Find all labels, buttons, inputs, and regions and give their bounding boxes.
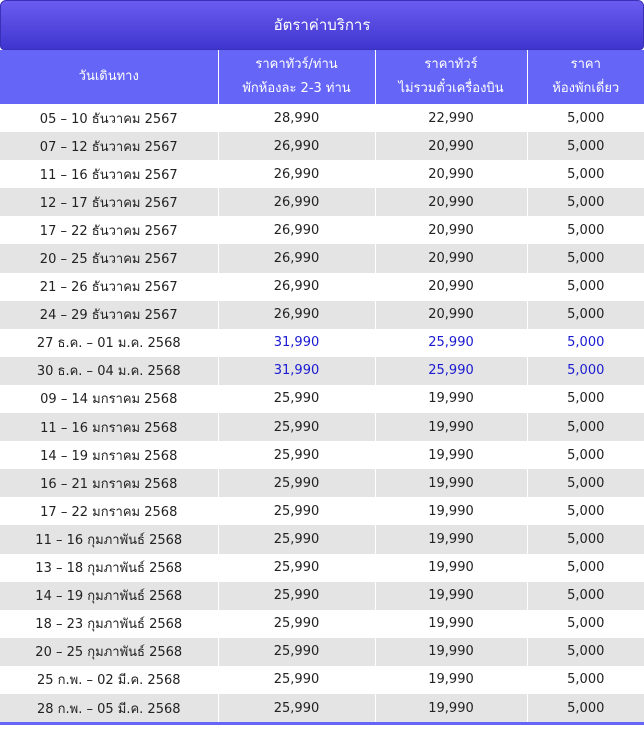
cell-single-room: 5,000: [527, 273, 644, 301]
cell-price-no-flight: 19,990: [375, 638, 527, 666]
table-header: [0, 50, 644, 104]
table-row: [0, 441, 644, 469]
cell-price-twin: 28,990: [218, 104, 375, 132]
header-single-room: [527, 50, 644, 104]
cell-travel-date: 17 – 22 ธันวาคม 2567: [0, 216, 218, 244]
cell-price-twin: 25,990: [218, 441, 375, 469]
cell-price-twin: 26,990: [218, 273, 375, 301]
table-body: [0, 104, 644, 722]
cell-single-room: 5,000: [527, 554, 644, 582]
cell-travel-date: 24 – 29 ธันวาคม 2567: [0, 301, 218, 329]
cell-price-no-flight: 20,990: [375, 160, 527, 188]
table-title: อัตราค่าบริการ: [0, 0, 644, 50]
header-travel-date: [0, 50, 218, 104]
header-travel-date-label: วันเดินทาง: [78, 69, 139, 84]
cell-single-room: 5,000: [527, 244, 644, 272]
cell-travel-date: 07 – 12 ธันวาคม 2567: [0, 132, 218, 160]
table-row: [0, 554, 644, 582]
cell-price-no-flight: 19,990: [375, 497, 527, 525]
cell-price-twin: 26,990: [218, 216, 375, 244]
cell-price-twin: 25,990: [218, 469, 375, 497]
cell-price-twin: 31,990: [218, 329, 375, 357]
cell-travel-date: 16 – 21 มกราคม 2568: [0, 469, 218, 497]
header-row: [0, 50, 644, 104]
table-row: [0, 188, 644, 216]
cell-price-no-flight: 19,990: [375, 441, 527, 469]
cell-price-no-flight: 19,990: [375, 610, 527, 638]
cell-single-room: 5,000: [527, 104, 644, 132]
table-row: [0, 104, 644, 132]
cell-single-room: 5,000: [527, 188, 644, 216]
cell-single-room: 5,000: [527, 385, 644, 413]
cell-price-no-flight: 20,990: [375, 244, 527, 272]
cell-single-room: 5,000: [527, 216, 644, 244]
cell-single-room: 5,000: [527, 413, 644, 441]
table-row: [0, 610, 644, 638]
cell-single-room: 5,000: [527, 357, 644, 385]
cell-travel-date: 27 ธ.ค. – 01 ม.ค. 2568: [0, 329, 218, 357]
cell-travel-date: 11 – 16 มกราคม 2568: [0, 413, 218, 441]
cell-single-room: 5,000: [527, 666, 644, 694]
rate-table: [0, 50, 644, 722]
header-price-no-flight: [375, 50, 527, 104]
cell-price-twin: 25,990: [218, 582, 375, 610]
cell-travel-date: 18 – 23 กุมภาพันธ์ 2568: [0, 610, 218, 638]
cell-single-room: 5,000: [527, 610, 644, 638]
cell-single-room: 5,000: [527, 469, 644, 497]
table-row: [0, 413, 644, 441]
table-row: [0, 582, 644, 610]
cell-travel-date: 17 – 22 มกราคม 2568: [0, 497, 218, 525]
table-row: [0, 525, 644, 553]
cell-price-no-flight: 19,990: [375, 469, 527, 497]
cell-price-no-flight: 19,990: [375, 666, 527, 694]
cell-price-no-flight: 20,990: [375, 188, 527, 216]
cell-single-room: 5,000: [527, 638, 644, 666]
cell-single-room: 5,000: [527, 301, 644, 329]
cell-price-twin: 26,990: [218, 301, 375, 329]
cell-travel-date: 09 – 14 มกราคม 2568: [0, 385, 218, 413]
table-row: [0, 666, 644, 694]
cell-single-room: 5,000: [527, 132, 644, 160]
cell-single-room: 5,000: [527, 329, 644, 357]
header-price-twin: [218, 50, 375, 104]
cell-price-no-flight: 20,990: [375, 301, 527, 329]
cell-single-room: 5,000: [527, 582, 644, 610]
cell-price-twin: 26,990: [218, 160, 375, 188]
cell-price-twin: 25,990: [218, 638, 375, 666]
cell-single-room: 5,000: [527, 441, 644, 469]
cell-price-twin: 25,990: [218, 610, 375, 638]
cell-price-twin: 25,990: [218, 694, 375, 722]
cell-price-no-flight: 25,990: [375, 329, 527, 357]
cell-travel-date: 14 – 19 กุมภาพันธ์ 2568: [0, 582, 218, 610]
header-price-no-flight-line2: ไม่รวมตั๋วเครื่องบิน: [398, 81, 504, 96]
table-bottom-border: [0, 722, 644, 725]
header-single-room-line2: ห้องพักเดี่ยว: [552, 81, 620, 96]
cell-travel-date: 11 – 16 ธันวาคม 2567: [0, 160, 218, 188]
cell-price-no-flight: 19,990: [375, 525, 527, 553]
cell-price-twin: 26,990: [218, 244, 375, 272]
cell-travel-date: 21 – 26 ธันวาคม 2567: [0, 273, 218, 301]
cell-price-twin: 31,990: [218, 357, 375, 385]
cell-travel-date: 28 ก.พ. – 05 มี.ค. 2568: [0, 694, 218, 722]
table-row: [0, 273, 644, 301]
cell-single-room: 5,000: [527, 694, 644, 722]
cell-travel-date: 25 ก.พ. – 02 มี.ค. 2568: [0, 666, 218, 694]
cell-travel-date: 30 ธ.ค. – 04 ม.ค. 2568: [0, 357, 218, 385]
table-row: [0, 694, 644, 722]
table-row: [0, 216, 644, 244]
table-row: [0, 132, 644, 160]
table-row: [0, 469, 644, 497]
cell-price-twin: 25,990: [218, 385, 375, 413]
table-row: [0, 497, 644, 525]
header-single-room-line1: ราคา: [570, 57, 601, 72]
cell-single-room: 5,000: [527, 497, 644, 525]
cell-price-no-flight: 19,990: [375, 385, 527, 413]
cell-price-no-flight: 20,990: [375, 216, 527, 244]
cell-price-no-flight: 19,990: [375, 582, 527, 610]
cell-price-no-flight: 25,990: [375, 357, 527, 385]
table-row: [0, 385, 644, 413]
cell-single-room: 5,000: [527, 525, 644, 553]
table-row: [0, 638, 644, 666]
table-row: [0, 329, 644, 357]
table-row: [0, 160, 644, 188]
table-row: [0, 244, 644, 272]
cell-price-twin: 25,990: [218, 413, 375, 441]
cell-price-twin: 25,990: [218, 525, 375, 553]
cell-price-no-flight: 19,990: [375, 694, 527, 722]
cell-price-no-flight: 20,990: [375, 273, 527, 301]
cell-price-twin: 26,990: [218, 188, 375, 216]
header-price-no-flight-line1: ราคาทัวร์: [424, 57, 478, 72]
cell-travel-date: 05 – 10 ธันวาคม 2567: [0, 104, 218, 132]
table-row: [0, 301, 644, 329]
cell-travel-date: 14 – 19 มกราคม 2568: [0, 441, 218, 469]
cell-travel-date: 11 – 16 กุมภาพันธ์ 2568: [0, 525, 218, 553]
cell-travel-date: 12 – 17 ธันวาคม 2567: [0, 188, 218, 216]
cell-price-twin: 25,990: [218, 497, 375, 525]
cell-price-twin: 25,990: [218, 554, 375, 582]
cell-single-room: 5,000: [527, 160, 644, 188]
cell-price-no-flight: 19,990: [375, 413, 527, 441]
cell-price-no-flight: 19,990: [375, 554, 527, 582]
header-price-twin-line1: ราคาทัวร์/ท่าน: [255, 57, 338, 72]
cell-price-twin: 26,990: [218, 132, 375, 160]
cell-travel-date: 20 – 25 กุมภาพันธ์ 2568: [0, 638, 218, 666]
cell-travel-date: 20 – 25 ธันวาคม 2567: [0, 244, 218, 272]
cell-price-twin: 25,990: [218, 666, 375, 694]
table-row: [0, 357, 644, 385]
header-price-twin-line2: พักห้องละ 2-3 ท่าน: [242, 81, 351, 96]
cell-price-no-flight: 22,990: [375, 104, 527, 132]
cell-price-no-flight: 20,990: [375, 132, 527, 160]
cell-travel-date: 13 – 18 กุมภาพันธ์ 2568: [0, 554, 218, 582]
